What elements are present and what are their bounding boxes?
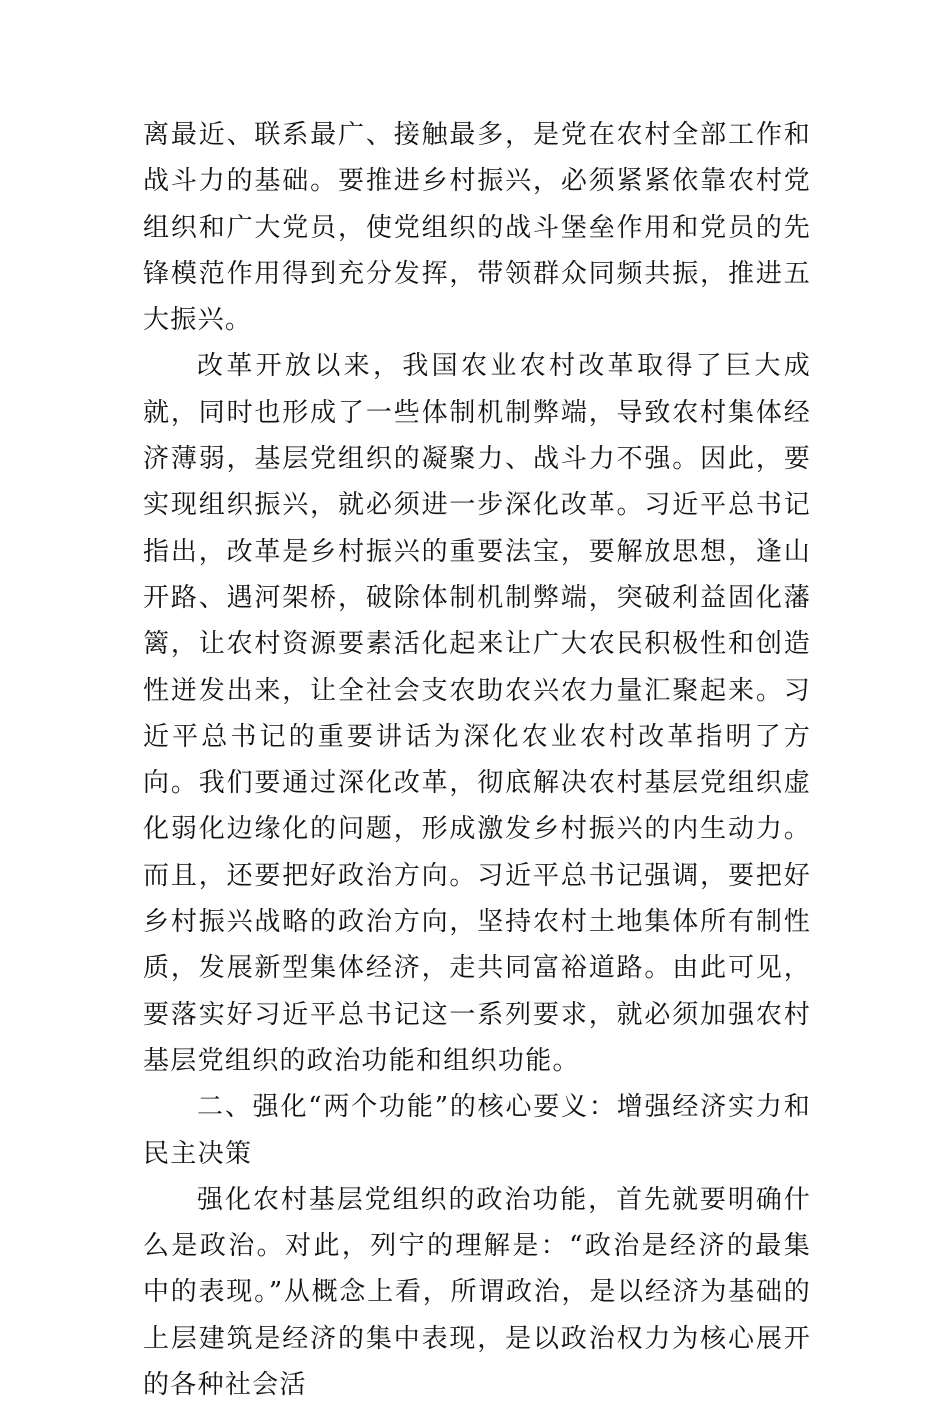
- paragraph-3: 强化农村基层党组织的政治功能，首先就要明确什么是政治。对此，列宁的理解是：“政治是经济的最集中的表现。”从概念上看，所谓政治，是以经济为基础的上层建筑是经济的集中表现，是以政治权力为核心展开的各种社会活: [143, 1184, 811, 1401]
- section-heading: 二、强化“两个功能”的核心要义：增强经济实力和民主决策: [143, 1092, 811, 1169]
- paragraph-2: 改革开放以来，我国农业农村改革取得了巨大成就，同时也形成了一些体制机制弊端，导致农村集体经济薄弱，基层党组织的凝聚力、战斗力不强。因此，要实现组织振兴，就必须进一步深化改革。习近平总书记指出，改革是乡村振兴的重要法宝，要解放思想，逢山开路、遇河架桥，破除体制机制弊端，突破利益固化藩篱，让农村资源要素活化起来让广大农民积极性和创造性迸发出来，让全社会支农助农兴农力量汇聚起来。习近平总书记的重要讲话为深化农业农村改革指明了方向。我们要通过深化改革，彻底解决农村基层党组织虚化弱化边缘化的问题，形成激发乡村振兴的内生动力。而且，还要把好政治方向。习近平总书记强调，要把好乡村振兴战略的政治方向，坚持农村土地集体所有制性质，发展新型集体经济，走共同富裕道路。由此可见，要落实好习近平总书记这一系列要求，就必须加强农村基层党组织的政治功能和组织功能。: [143, 351, 811, 1076]
- paragraph-1: 离最近、联系最广、接触最多，是党在农村全部工作和战斗力的基础。要推进乡村振兴，必须紧紧依靠农村党组织和广大党员，使党组织的战斗堡垒作用和党员的先锋模范作用得到充分发挥，带领群众同频共振，推进五大振兴。: [143, 120, 811, 336]
- document-body: [143, 112, 811, 1408]
